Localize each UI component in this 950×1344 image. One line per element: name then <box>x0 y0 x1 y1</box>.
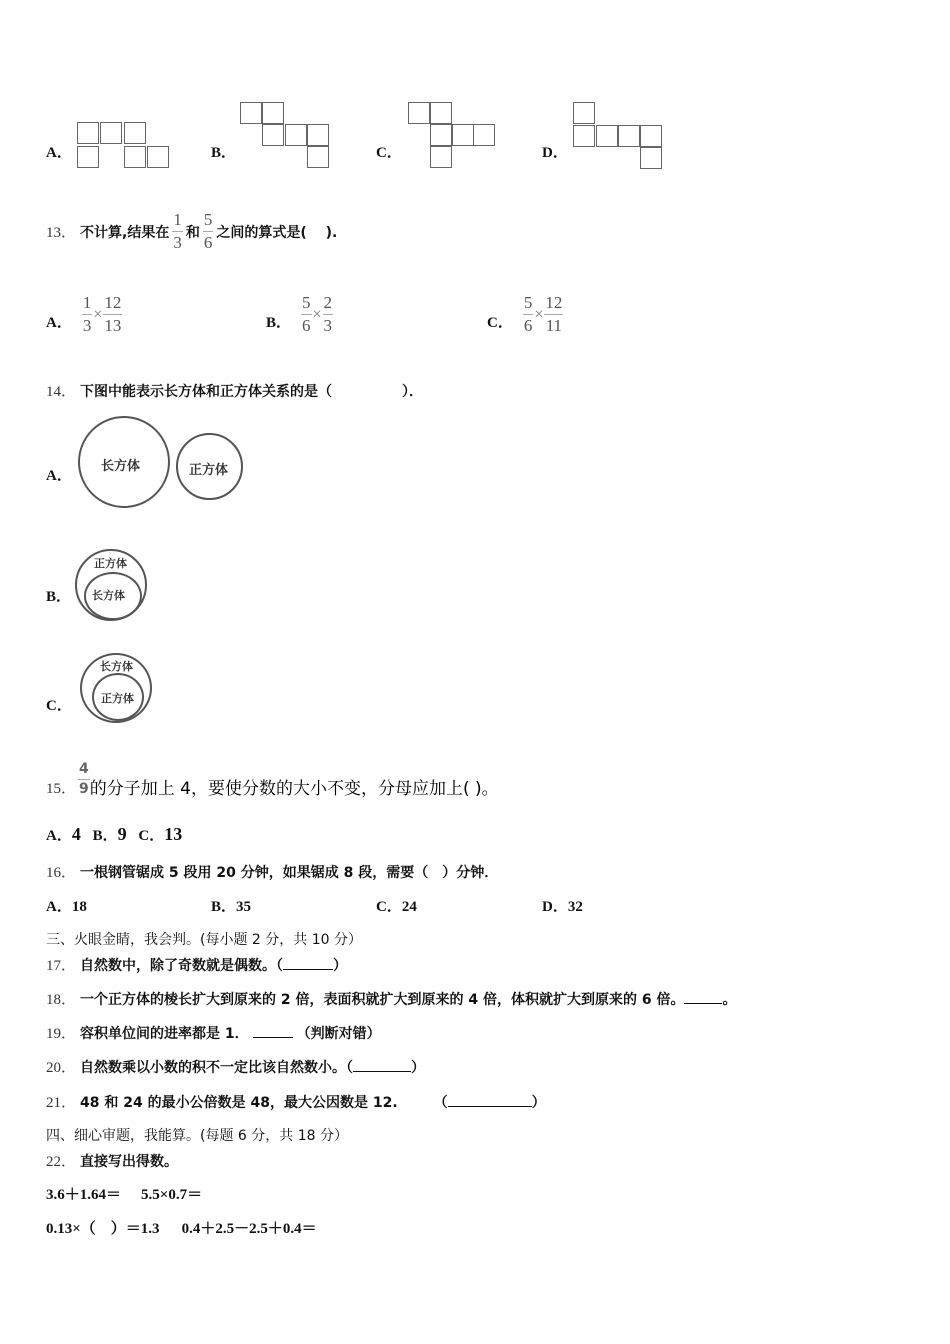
circle-label: 正方体 <box>189 463 229 478</box>
question-21: 21． 48 和 24 的最小公倍数是 48，最大公因数是 12. （ ） <box>46 1095 546 1111</box>
question-number: 13． <box>46 225 77 241</box>
fraction-5-6: $\frac{5}{6}$ <box>203 210 213 252</box>
question-text: 不计算,结果在 <box>80 224 170 241</box>
question-number: 16． <box>46 865 77 881</box>
question-15 <box>46 760 499 799</box>
q13-option-b[interactable]: B． $\frac{5}{6}$ × $\frac{2}{3}$ <box>266 293 333 335</box>
calc-row-1 <box>46 1183 202 1204</box>
calc-item[interactable]: 0.4＋2.5－2.5＋0.4＝ <box>181 1221 317 1237</box>
answer-blank[interactable] <box>353 1071 411 1072</box>
multiply-sign: × <box>312 305 322 323</box>
inner-circle-label: 正方体 <box>101 692 134 705</box>
question-20: 20． 自然数乘以小数的积不一定比该自然数小。（ ） <box>46 1060 426 1076</box>
calc-row-2 <box>46 1217 317 1238</box>
question-17: 17． 自然数中，除了奇数就是偶数。（ ） <box>46 958 348 974</box>
question-16 <box>46 861 498 882</box>
option-label: C． <box>46 698 72 714</box>
question-22: 22． 直接写出得数。 <box>46 1154 179 1170</box>
question-14 <box>46 380 423 401</box>
multiply-sign: × <box>534 305 544 323</box>
question-text: 和 <box>185 224 200 241</box>
answer-blank[interactable] <box>253 1037 293 1038</box>
option-label: C． <box>376 145 402 161</box>
question-text: 之间的算式是( ). <box>216 224 338 241</box>
q13-option-c[interactable]: C． $\frac{5}{6}$ × $\frac{12}{11}$ <box>487 293 563 335</box>
answer-blank[interactable] <box>684 1003 722 1004</box>
q16-option-d[interactable]: D．32 <box>542 899 583 915</box>
q16-option-b[interactable]: B．35 <box>211 899 252 915</box>
answer-blank[interactable] <box>448 1106 532 1107</box>
calc-item[interactable]: 0.13×（ ）＝1.3 <box>46 1221 160 1237</box>
question-18: 18． 一个正方体的棱长扩大到原来的 2 倍，表面积就扩大到原来的 4 倍，体积就扩大到原来的 6 倍。 。 <box>46 992 737 1008</box>
q15-option-a[interactable]: A．4 <box>46 824 81 844</box>
question-text: 下图中能表示长方体和正方体关系的是（ ）． <box>80 384 424 400</box>
calc-item[interactable]: 5.5×0.7＝ <box>141 1187 203 1203</box>
option-label: A． <box>46 145 72 161</box>
q15-option-b[interactable]: B．9 <box>92 824 127 844</box>
section-3-title: 三、火眼金睛，我会判。(每小题 2 分，共 10 分） <box>46 932 362 948</box>
section-4-title: 四、细心审题，我能算。(每题 6 分，共 18 分） <box>46 1128 348 1144</box>
question-number: 14． <box>46 384 77 400</box>
inner-circle-label: 长方体 <box>92 589 125 602</box>
question-text: 一根钢管锯成 5 段用 20 分钟，如果锯成 8 段，需要（ ）分钟． <box>80 865 499 881</box>
question-19: 19． 容积单位间的进率都是 1． （判断对错） <box>46 1026 381 1042</box>
question-text: 的分子加上 4，要使分数的大小不变，分母应加上( )。 <box>89 779 499 799</box>
circle-label: 长方体 <box>101 459 141 474</box>
option-label: D． <box>542 145 568 161</box>
option-label: B． <box>46 589 72 605</box>
q13-option-a[interactable]: A． $\frac{1}{3}$ × $\frac{12}{13}$ <box>46 293 122 335</box>
question-13 <box>46 211 337 252</box>
fraction-4-9: $\frac{4}{9}$ <box>79 761 89 797</box>
question-number: 15． <box>46 781 77 797</box>
q16-option-a[interactable]: A．18 <box>46 899 87 915</box>
outer-circle-label: 正方体 <box>94 557 127 570</box>
option-label: B． <box>266 315 292 331</box>
option-label: C． <box>487 315 513 331</box>
fraction-1-3: $\frac{1}{3}$ <box>173 210 182 252</box>
q15-options <box>46 824 182 845</box>
option-label: B． <box>211 145 237 161</box>
calc-item[interactable]: 3.6＋1.64＝ <box>46 1187 122 1203</box>
q16-option-c[interactable]: C．24 <box>376 899 417 915</box>
multiply-sign: × <box>93 305 103 323</box>
q15-option-c[interactable]: C．13 <box>138 824 183 844</box>
answer-blank[interactable] <box>283 969 333 970</box>
option-label: A． <box>46 468 72 484</box>
outer-circle-label: 长方体 <box>100 660 133 673</box>
option-label: A． <box>46 315 72 331</box>
